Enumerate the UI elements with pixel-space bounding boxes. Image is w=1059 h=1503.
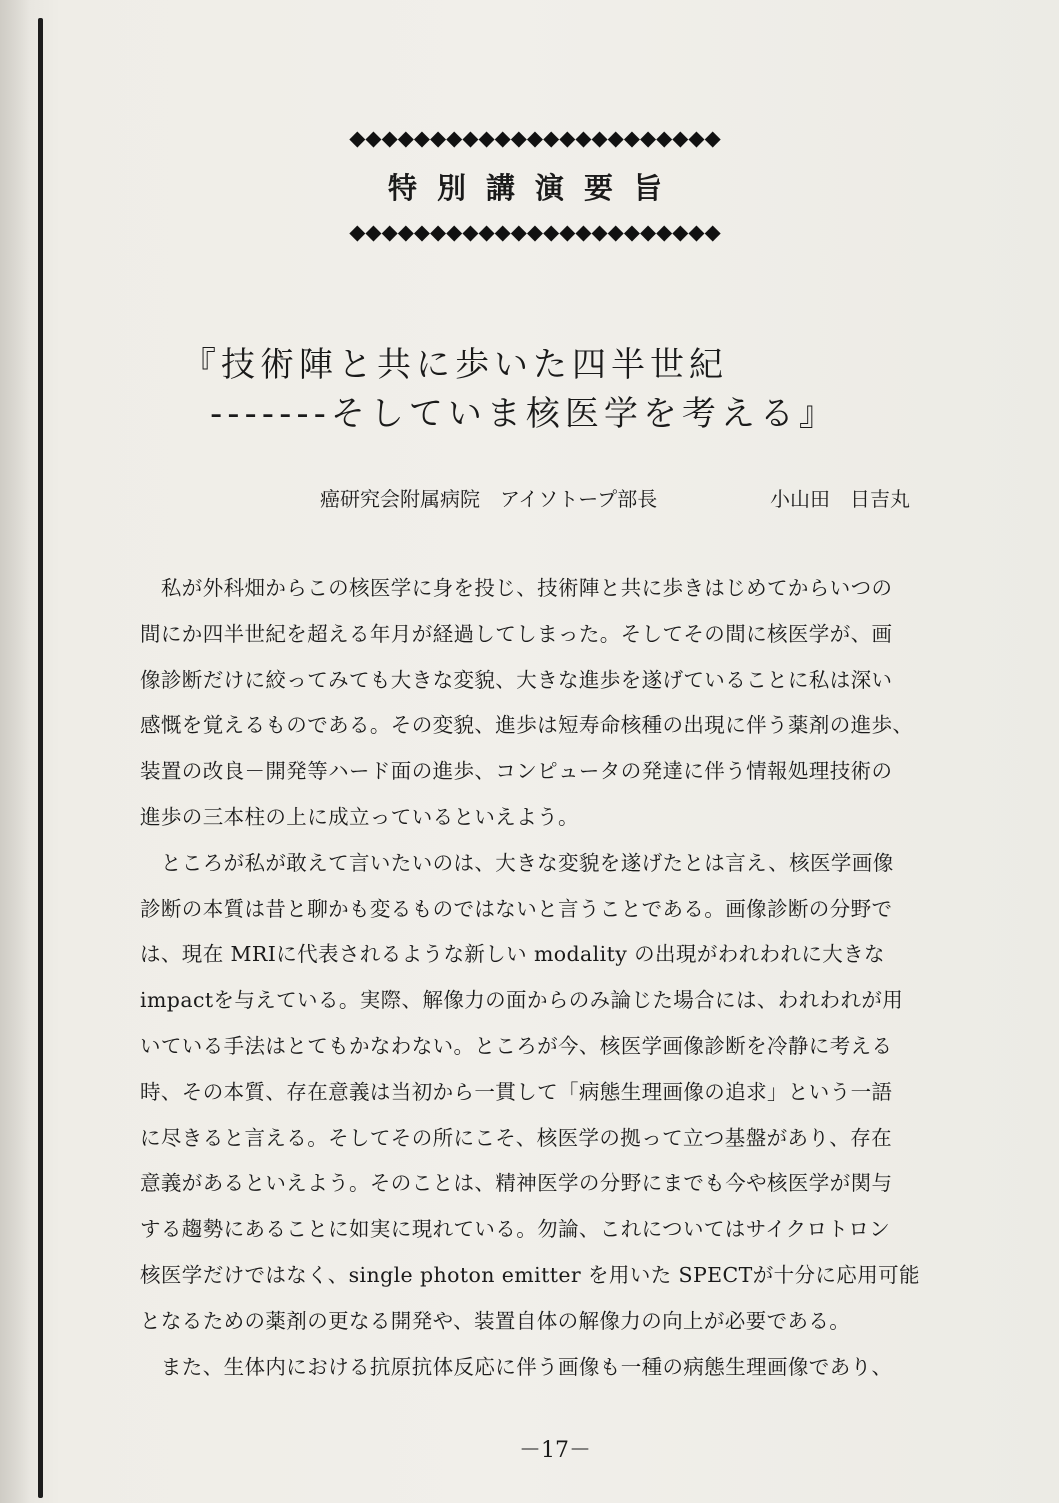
diamond-border-top: ◆◆◆◆◆◆◆◆◆◆◆◆◆◆◆◆◆◆◆◆◆◆◆ — [349, 126, 721, 150]
section-heading: 特別講演要旨 — [387, 171, 682, 205]
lecture-title-line-2: -------そしていま核医学を考える』 — [210, 394, 838, 434]
diamond-border-bottom: ◆◆◆◆◆◆◆◆◆◆◆◆◆◆◆◆◆◆◆◆◆◆◆ — [349, 220, 721, 244]
body-line: に尽きると言える。そしてその所にこそ、核医学の拠って立つ基盤があり、存在 — [140, 1125, 892, 1150]
body-line: また、生体内における抗原抗体反応に伴う画像も一種の病態生理画像であり、 — [140, 1354, 893, 1379]
body-line: 時、その本質、存在意義は当初から一貫して「病態生理画像の追求」という一語 — [140, 1079, 893, 1104]
binding-shadow — [0, 0, 30, 1503]
body-line: 間にか四半世紀を超える年月が経過してしまった。そしてその間に核医学が、画 — [140, 621, 893, 646]
body-line: する趨勢にあることに如実に現れている。勿論、これについてはサイクロトロン — [140, 1217, 891, 1242]
body-line: 感慨を覚えるものである。その変貌、進歩は短寿命核種の出現に伴う薬剤の進歩、 — [140, 713, 914, 738]
body-line: 進歩の三本柱の上に成立っているといえよう。 — [140, 804, 579, 829]
body-line: 診断の本質は昔と聊かも変るものではないと言うことである。画像診断の分野で — [140, 896, 893, 921]
body-line: となるための薬剤の更なる開発や、装置自体の解像力の向上が必要である。 — [140, 1308, 851, 1333]
lecture-title-line-1: 『技術陣と共に歩いた四半世紀 — [182, 345, 728, 385]
binding-line — [38, 18, 43, 1498]
body-line: は、現在 MRIに代表されるような新しい modality の出現がわれわれに大きな — [140, 942, 885, 967]
author-affiliation: 癌研究会附属病院 アイソトープ部長 — [320, 487, 658, 511]
author-name: 小山田 日吉丸 — [770, 487, 910, 511]
body-line: いている手法はとてもかなわない。ところが今、核医学画像診断を冷静に考える — [140, 1033, 893, 1058]
body-line: 核医学だけではなく、single photon emitter を用いた SPECTが十分に応用可能 — [140, 1262, 920, 1287]
body-line: ところが私が敢えて言いたいのは、大きな変貌を遂げたとは言え、核医学画像 — [140, 850, 894, 875]
body-line: 像診断だけに絞ってみても大きな変貌、大きな進歩を遂げていることに私は深い — [140, 667, 893, 692]
body-line: 意義があるといえよう。そのことは、精神医学の分野にまでも今や核医学が関与 — [140, 1171, 893, 1196]
body-line: 装置の改良－開発等ハード面の進歩、コンピュータの発達に伴う情報処理技術の — [140, 759, 893, 784]
page-number: －17－ — [519, 1438, 591, 1463]
body-line: 私が外科畑からこの核医学に身を投じ、技術陣と共に歩きはじめてからいつの — [140, 576, 893, 600]
body-line: impactを与えている。実際、解像力の面からのみ論じた場合には、われわれが用 — [140, 988, 904, 1013]
body-text — [140, 566, 970, 1390]
